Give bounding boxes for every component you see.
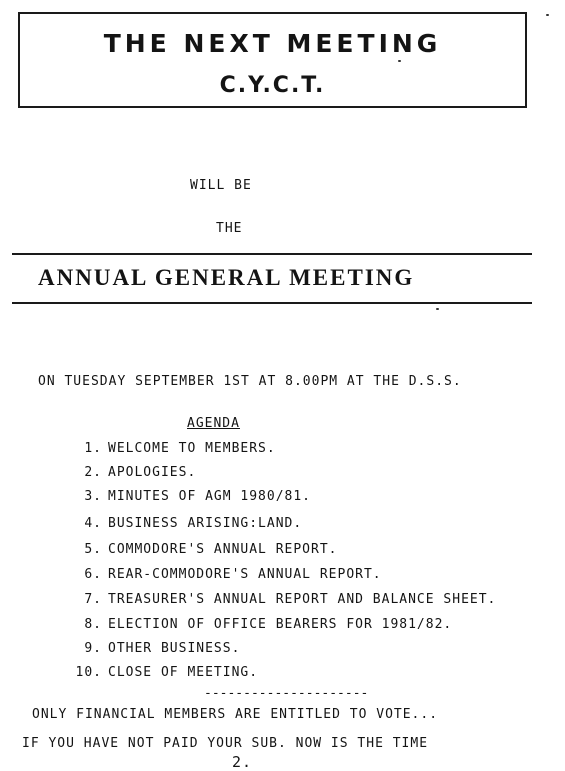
intro-the: THE	[216, 221, 243, 236]
agenda-item-text: APOLOGIES.	[108, 465, 197, 480]
scan-speck	[546, 14, 549, 16]
agenda-item-number: 8.	[84, 617, 102, 632]
agenda-item-text: CLOSE OF MEETING.	[108, 665, 259, 680]
title-rule-top	[12, 253, 532, 255]
agenda-item	[62, 665, 258, 681]
agenda-item	[62, 489, 311, 505]
agenda-item-text: MINUTES OF AGM 1980/81.	[108, 489, 312, 504]
agenda-item-number: 6.	[84, 567, 102, 582]
header-title: THE NEXT MEETING	[103, 29, 442, 58]
agenda-item-number: 10.	[75, 665, 102, 680]
agenda-item-text: WELCOME TO MEMBERS.	[108, 441, 276, 456]
agenda-item	[62, 542, 338, 558]
scan-speck	[436, 308, 439, 310]
agenda-item	[62, 592, 496, 608]
voting-note: ONLY FINANCIAL MEMBERS ARE ENTITLED TO VOTE...	[32, 707, 439, 722]
agenda-item-number: 3.	[84, 489, 102, 504]
agenda-heading: AGENDA	[187, 416, 240, 431]
agenda-item-number: 1.	[84, 441, 102, 456]
agenda-item-number: 4.	[84, 516, 102, 531]
agenda-item	[62, 465, 196, 481]
agenda-item-text: COMMODORE'S ANNUAL REPORT.	[108, 542, 338, 557]
scan-speck	[398, 60, 401, 62]
header-subtitle: C.Y.C.T.	[219, 73, 326, 98]
dashed-divider: ---------------------	[204, 686, 369, 701]
subscription-note: IF YOU HAVE NOT PAID YOUR SUB. NOW IS THE TIME	[22, 736, 429, 751]
header-box	[18, 12, 527, 108]
agenda-item	[62, 516, 302, 532]
agenda-item-number: 5.	[84, 542, 102, 557]
agenda-item	[62, 617, 452, 633]
agenda-item-number: 9.	[84, 641, 102, 656]
agenda-item-text: REAR-COMMODORE'S ANNUAL REPORT.	[108, 567, 382, 582]
agenda-item-text: TREASURER'S ANNUAL REPORT AND BALANCE SHEET.	[108, 592, 497, 607]
agenda-item-text: ELECTION OF OFFICE BEARERS FOR 1981/82.	[108, 617, 453, 632]
agenda-item-text: BUSINESS ARISING:LAND.	[108, 516, 303, 531]
intro-will-be: WILL BE	[190, 178, 252, 193]
agenda-item-number: 7.	[84, 592, 102, 607]
agenda-item-number: 2.	[84, 465, 102, 480]
page-number: 2.	[232, 753, 253, 771]
meeting-title: ANNUAL GENERAL MEETING	[38, 265, 415, 290]
meeting-info: ON TUESDAY SEPTEMBER 1ST AT 8.00PM AT THE D.S.S.	[38, 374, 462, 389]
agenda-item-text: OTHER BUSINESS.	[108, 641, 241, 656]
agenda-item	[62, 641, 240, 657]
agenda-item	[62, 441, 276, 457]
title-rule-bottom	[12, 302, 532, 304]
agenda-item	[62, 567, 382, 583]
